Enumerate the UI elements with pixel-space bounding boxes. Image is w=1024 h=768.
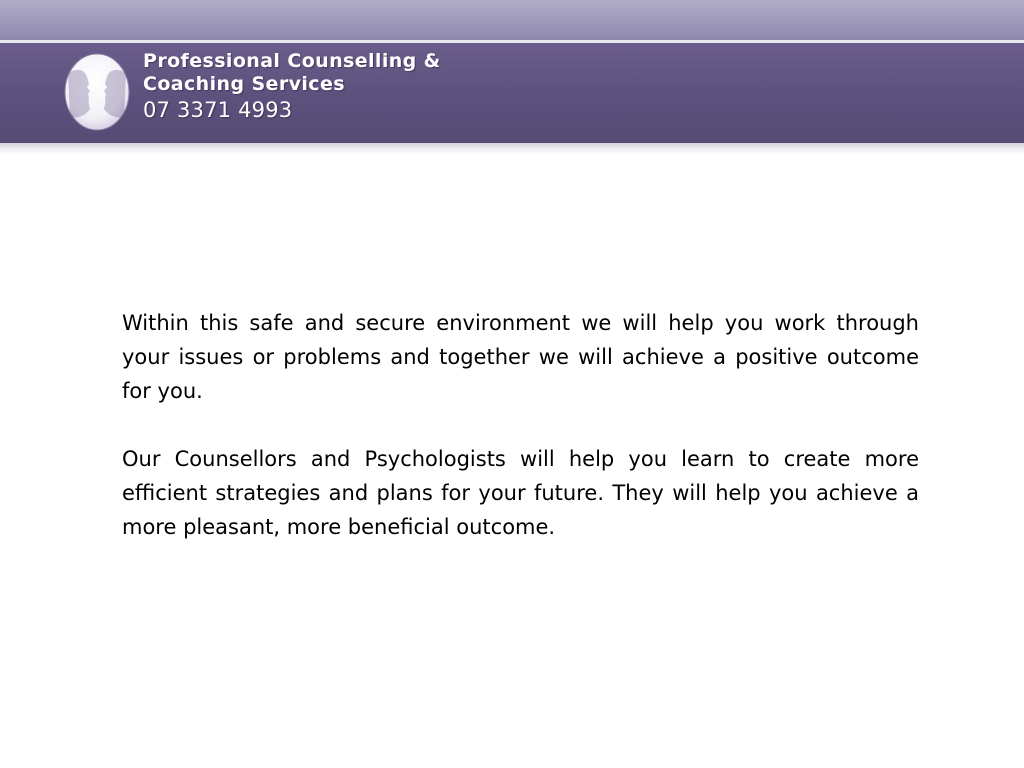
main-content xyxy=(122,306,919,578)
company-phone: 07 3371 4993 xyxy=(143,98,293,122)
faces-vase-icon xyxy=(64,53,130,131)
company-name-line-2: Coaching Services xyxy=(143,73,345,95)
company-name-line-1: Professional Counselling & xyxy=(143,50,441,72)
paragraph-2: Our Counsellors and Psychologists will help you learn to create more efficient strategies and plans for your future. They will help you achieve a more pleasant, more beneficial outcome. xyxy=(122,447,919,539)
header-shadow xyxy=(0,143,1024,155)
header-top-strip xyxy=(0,0,1024,40)
paragraph-1: Within this safe and secure environment we will help you work through your issues or problems and together we will achieve a positive outcome for you. xyxy=(122,311,919,403)
company-branding xyxy=(143,50,441,124)
